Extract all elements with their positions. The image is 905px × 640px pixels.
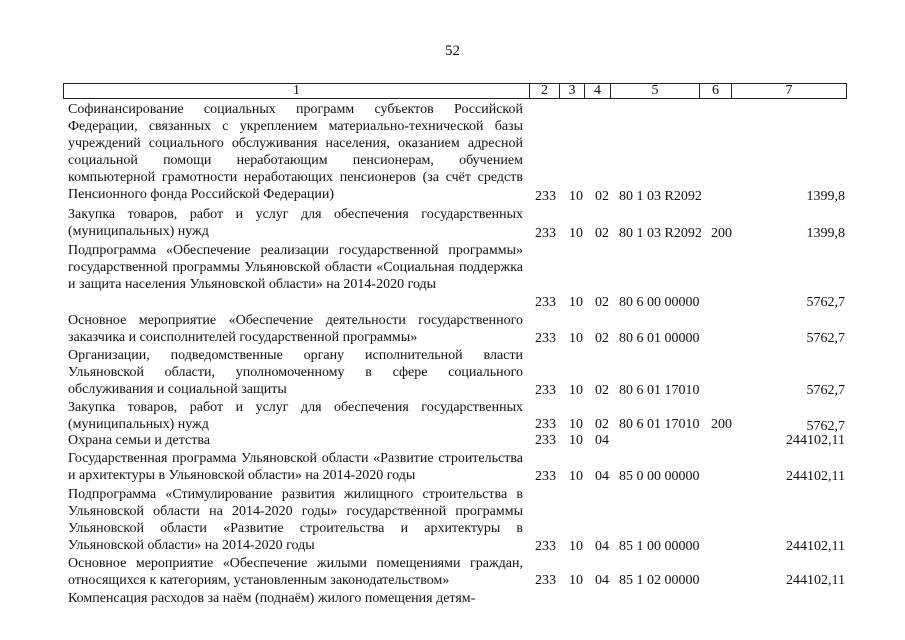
cell-col-5: 80 6 01 00000 [619, 331, 700, 346]
header-col-7: 7 [785, 83, 793, 98]
cell-col-2: 233 [535, 433, 556, 448]
cell-col-7: 1399,8 [806, 226, 845, 241]
cell-col-7: 244102,11 [786, 539, 845, 554]
cell-col-3: 10 [569, 417, 583, 432]
cell-col-4: 04 [595, 433, 609, 448]
table-row [0, 242, 905, 312]
cell-col-3: 10 [569, 383, 583, 398]
cell-col-6: 200 [711, 226, 732, 241]
page-number: 52 [445, 43, 460, 59]
cell-col-2: 233 [535, 295, 556, 310]
header-col-4: 4 [585, 84, 611, 98]
table-row [0, 450, 905, 484]
cell-col-3: 10 [569, 295, 583, 310]
cell-col-5: 80 1 03 R2092 [619, 226, 702, 241]
row-description: Подпрограмма «Обеспечение реализации государственной программы» государственной программы Ульяновской области «Социальная поддержка и защита населения Ульяновской области» на 2014-2020 годы [68, 243, 523, 292]
header-col-1: 1 [64, 84, 530, 98]
cell-col-5: 85 1 02 00000 [619, 573, 700, 588]
table-row [0, 432, 905, 449]
cell-col-3: 10 [569, 226, 583, 241]
cell-col-4: 02 [595, 383, 609, 398]
table-row [0, 555, 905, 589]
cell-col-4: 04 [595, 469, 609, 484]
header-col-6: 6 [700, 84, 732, 98]
cell-col-3: 10 [569, 331, 583, 346]
table-row [0, 399, 905, 433]
cell-col-2: 233 [535, 331, 556, 346]
cell-col-7: 244102,11 [786, 573, 845, 588]
table-row [0, 347, 905, 399]
cell-col-2: 233 [535, 539, 556, 554]
cell-col-2: 233 [535, 226, 556, 241]
cell-col-3: 10 [569, 573, 583, 588]
row-description: Основное мероприятие «Обеспечение деятельности государственного заказчика и соисполнителей государственной программы» [68, 313, 523, 345]
table-row [0, 312, 905, 346]
cell-col-7: 5762,7 [806, 295, 845, 310]
cell-col-7: 1399,8 [806, 189, 845, 204]
header-col-2: 2 [530, 84, 560, 98]
row-description: Охрана семьи и детства [68, 433, 210, 448]
cell-col-5: 80 6 00 00000 [619, 295, 700, 310]
cell-col-4: 04 [595, 539, 609, 554]
cell-col-4: 02 [595, 331, 609, 346]
cell-col-5: 80 6 01 17010 [619, 383, 700, 398]
cell-col-2: 233 [535, 417, 556, 432]
row-description: Закупка товаров, работ и услуг для обеспечения государственных (муниципальных) нужд [68, 207, 523, 239]
cell-col-3: 10 [569, 189, 583, 204]
cell-col-7: 5762,7 [806, 419, 845, 434]
row-description: Государственная программа Ульяновской области «Развитие строительства и архитектуры в Ульяновской области» на 2014-2020 годы [68, 451, 523, 483]
row-description: Закупка товаров, работ и услуг для обеспечения государственных (муниципальных) нужд [68, 400, 523, 432]
header-col-5: 5 [611, 84, 700, 98]
table-row [0, 590, 905, 607]
cell-col-7: 244102,11 [786, 433, 845, 448]
row-description: Подпрограмма «Стимулирование развития жилищного строительства в Ульяновской области на 2014-2020 годы» государственной программы Ульяновской области «Развитие строительства и архитектуры в Ульяновской области» на 2014-2020 годы [68, 487, 523, 553]
cell-col-2: 233 [535, 573, 556, 588]
cell-col-2: 233 [535, 189, 556, 204]
cell-col-5: 80 1 03 R2092 [619, 189, 702, 204]
table-row [0, 206, 905, 240]
cell-col-4: 02 [595, 189, 609, 204]
row-description: Компенсация расходов за наём (поднаём) жилого помещения детям- [68, 591, 476, 606]
cell-col-3: 10 [569, 433, 583, 448]
cell-col-7: 5762,7 [806, 383, 845, 398]
cell-col-6: 200 [711, 417, 732, 432]
table-header [63, 83, 847, 99]
cell-col-2: 233 [535, 469, 556, 484]
cell-col-7: 244102,11 [786, 469, 845, 484]
cell-col-5: 85 1 00 00000 [619, 539, 700, 554]
cell-col-4: 04 [595, 573, 609, 588]
cell-col-7: 5762,7 [806, 331, 845, 346]
cell-col-4: 02 [595, 417, 609, 432]
cell-col-3: 10 [569, 469, 583, 484]
table-row [0, 486, 905, 556]
header-col-3: 3 [560, 84, 585, 98]
cell-col-5: 80 6 01 17010 [619, 417, 700, 432]
row-description: Основное мероприятие «Обеспечение жилыми помещениями граждан, относящихся к категориям, установленным законодательством» [68, 556, 523, 588]
cell-col-4: 02 [595, 295, 609, 310]
cell-col-3: 10 [569, 539, 583, 554]
cell-col-2: 233 [535, 383, 556, 398]
row-description: Софинансирование социальных программ субъектов Российской Федерации, связанных с укреплением материально-технической базы учреждений социального обслуживания населения, оказанием адресной социальной помощи неработающим пенсионерам, обучением компьютерной грамотности неработающих пенсионеров (за счёт средств Пенсионного фонда Российской Федерации) [68, 102, 523, 202]
cell-col-4: 02 [595, 226, 609, 241]
table-row [0, 101, 905, 205]
cell-col-5: 85 0 00 00000 [619, 469, 700, 484]
row-description: Организации, подведомственные органу исполнительной власти Ульяновской области, уполномоченному в сфере социального обслуживания и социальной защиты [68, 348, 523, 397]
